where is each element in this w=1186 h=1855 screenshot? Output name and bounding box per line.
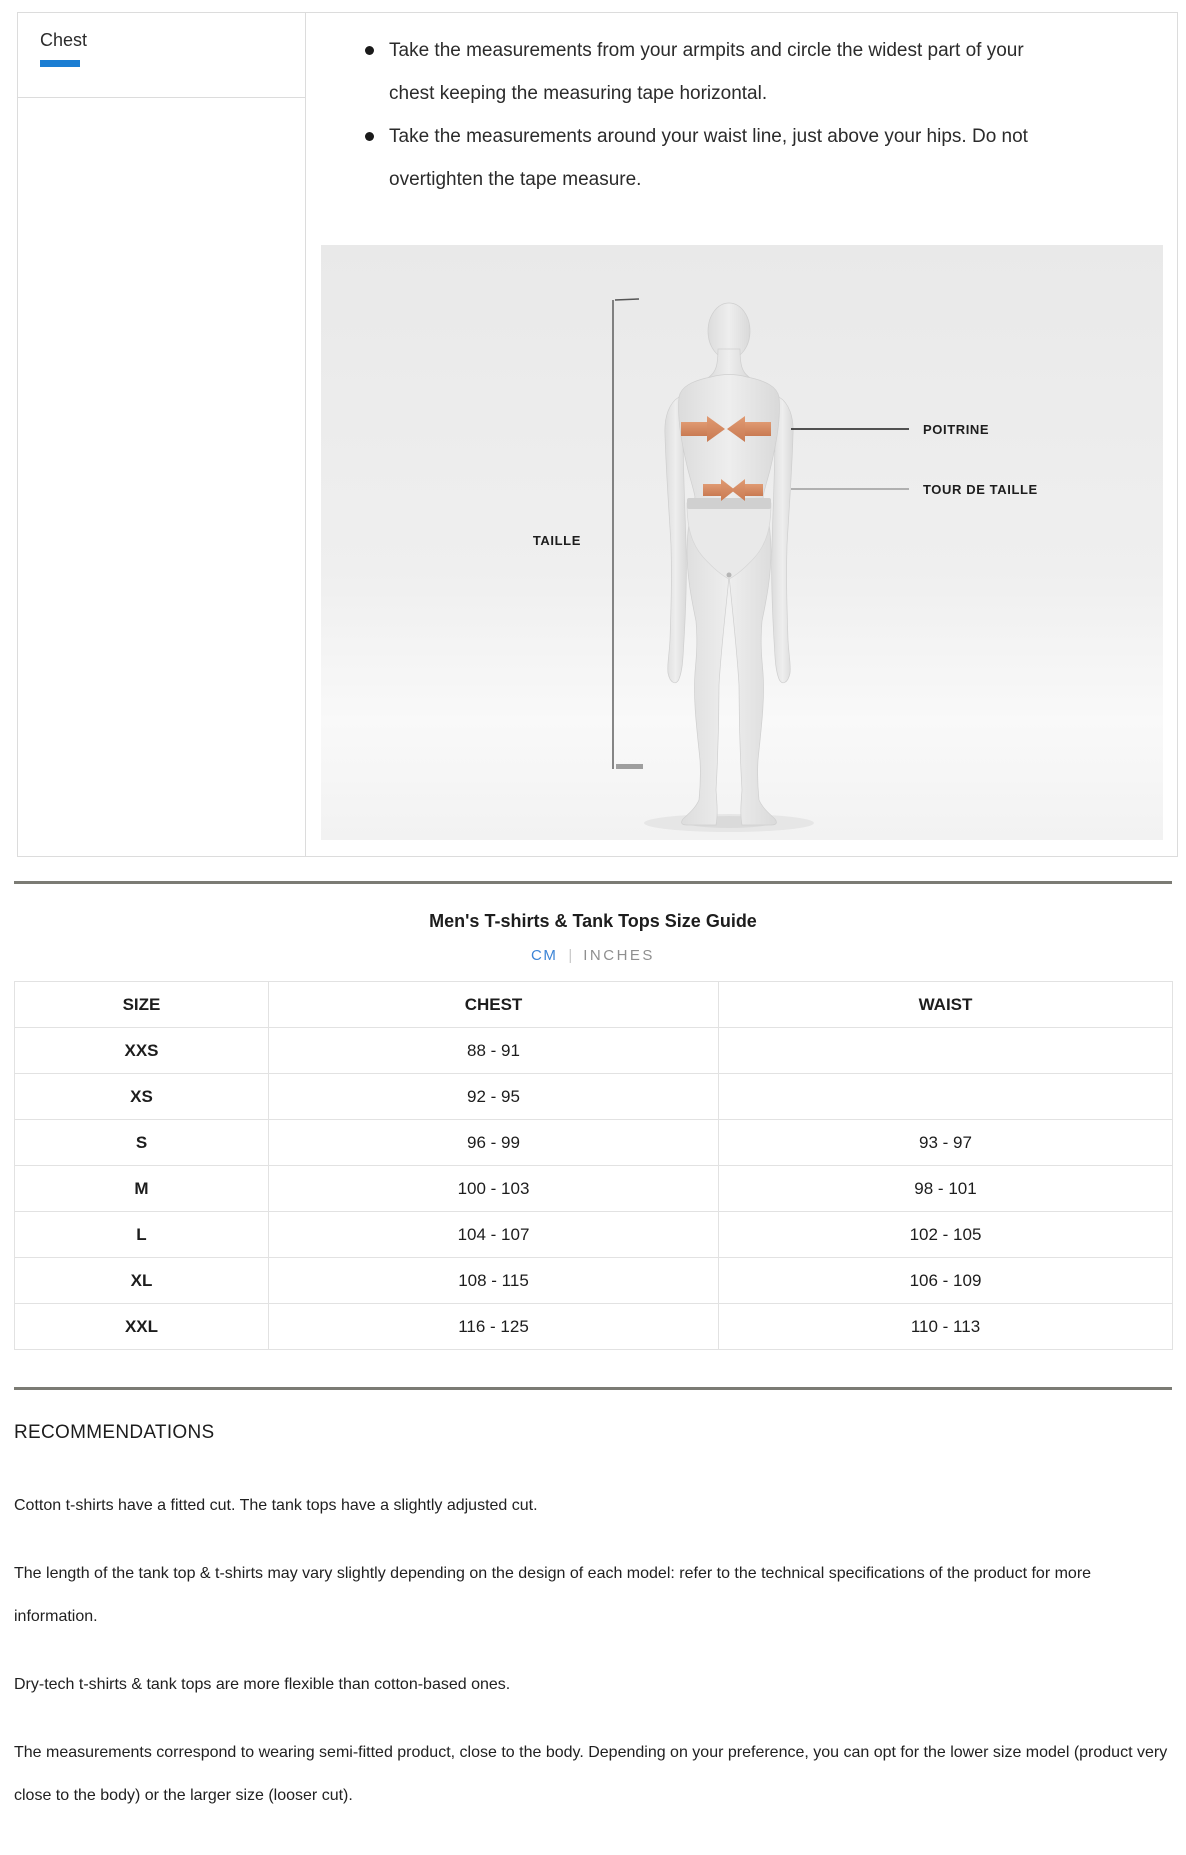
section-divider-top [14,881,1172,884]
cell-size: S [15,1120,269,1166]
cell-waist [719,1028,1173,1074]
cell-chest: 92 - 95 [269,1074,719,1120]
table-row [15,1258,1173,1304]
unit-separator: | [568,947,573,964]
cell-chest: 104 - 107 [269,1212,719,1258]
unit-cm-option[interactable]: CM [531,947,558,964]
measurement-tabs [18,13,306,856]
height-label: TAILLE [532,533,581,548]
tab-chest[interactable] [18,13,305,98]
recommendations-section [14,1422,1172,1817]
mannequin-diagram-image [321,245,1163,840]
cell-size: XXL [15,1304,269,1350]
recommendation-paragraph: The measurements correspond to wearing semi-fitted product, close to the body. Depending on your preference, you can opt for the lower size model (product very close to the body) or the larger size (looser cut). [14,1744,1168,1804]
chest-label: POITRINE [923,422,990,437]
cell-waist: 106 - 109 [719,1258,1173,1304]
cell-chest: 88 - 91 [269,1028,719,1074]
measurement-content [306,13,1177,856]
table-row [15,1304,1173,1350]
cell-waist: 110 - 113 [719,1304,1173,1350]
table-row [15,1166,1173,1212]
column-header-chest: CHEST [269,982,719,1028]
section-divider-bottom [14,1387,1172,1390]
size-table-body [15,1028,1173,1350]
size-guide-title: Men's T-shirts & Tank Tops Size Guide [429,911,757,931]
cell-size: XXS [15,1028,269,1074]
recommendation-paragraph: The length of the tank top & t-shirts may vary slightly depending on the design of each model: refer to the technical specifications of the product for more information. [14,1565,1092,1625]
unit-inches-option[interactable]: INCHES [583,947,655,964]
waist-label: TOUR DE TAILLE [923,482,1038,497]
cell-waist: 98 - 101 [719,1166,1173,1212]
table-row [15,1212,1173,1258]
recommendations-heading: RECOMMENDATIONS [14,1422,215,1443]
instruction-list [362,29,1074,201]
column-header-size: SIZE [15,982,269,1028]
column-header-waist: WAIST [719,982,1173,1028]
tab-chest-label: Chest [40,30,88,50]
table-row [15,1074,1173,1120]
instruction-bullet: Take the measurements around your waist line, just above your hips. Do not overtighten the tape measure. [362,115,1074,201]
recommendations-paragraphs [14,1484,1172,1817]
cell-chest: 108 - 115 [269,1258,719,1304]
cell-chest: 116 - 125 [269,1304,719,1350]
size-table-header-row [15,982,1173,1028]
measurement-panel [17,12,1178,857]
table-row [15,1120,1173,1166]
table-row [15,1028,1173,1074]
cell-chest: 100 - 103 [269,1166,719,1212]
cell-chest: 96 - 99 [269,1120,719,1166]
instruction-bullet: Take the measurements from your armpits and circle the widest part of your chest keeping the measuring tape horizontal. [362,29,1074,115]
size-diagram [321,245,1163,840]
cell-waist: 102 - 105 [719,1212,1173,1258]
cell-size: L [15,1212,269,1258]
recommendation-paragraph: Cotton t-shirts have a fitted cut. The tank tops have a slightly adjusted cut. [14,1497,538,1514]
size-table [14,981,1173,1350]
cell-waist: 93 - 97 [719,1120,1173,1166]
cell-size: XL [15,1258,269,1304]
cell-waist [719,1074,1173,1120]
recommendation-paragraph: Dry-tech t-shirts & tank tops are more flexible than cotton-based ones. [14,1676,511,1693]
cell-size: XS [15,1074,269,1120]
tab-active-indicator [40,60,80,67]
cell-size: M [15,1166,269,1212]
unit-toggle [0,947,1186,964]
